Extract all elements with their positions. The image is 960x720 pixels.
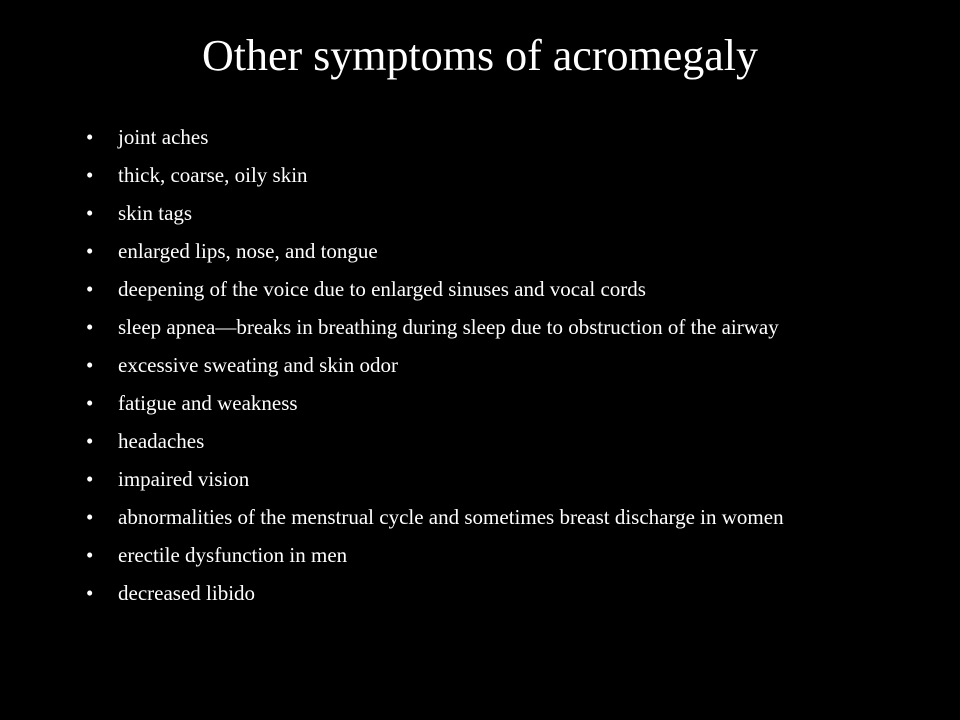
bullet-icon: •: [86, 201, 94, 225]
list-item: [80, 390, 880, 417]
bullet-icon: •: [86, 125, 94, 149]
list-item-text: skin tags: [118, 201, 193, 225]
list-item-text: headaches: [118, 429, 205, 453]
list-item-text: decreased libido: [118, 581, 256, 605]
bullet-icon: •: [86, 277, 94, 301]
list-item-text: impaired vision: [118, 467, 250, 491]
list-item: [80, 504, 880, 531]
list-item-text: fatigue and weakness: [118, 391, 298, 415]
list-item: [80, 352, 880, 379]
list-item-text: erectile dysfunction in men: [118, 543, 348, 567]
bullet-icon: •: [86, 543, 94, 567]
bullet-icon: •: [86, 315, 94, 339]
slide-title: Other symptoms of acromegaly: [202, 31, 758, 80]
list-item-text: joint aches: [118, 125, 209, 149]
list-item: [80, 200, 880, 227]
symptom-list: [80, 124, 880, 618]
list-item-text: sleep apnea—breaks in breathing during sleep due to obstruction of the airway: [118, 315, 779, 339]
list-item: [80, 238, 880, 265]
list-item: [80, 580, 880, 607]
list-item: [80, 124, 880, 151]
list-item-text: deepening of the voice due to enlarged sinuses and vocal cords: [118, 277, 646, 301]
list-item: [80, 428, 880, 455]
bullet-icon: •: [86, 429, 94, 453]
list-item-text: thick, coarse, oily skin: [118, 163, 308, 187]
list-item: [80, 466, 880, 493]
list-item-text: excessive sweating and skin odor: [118, 353, 398, 377]
bullet-icon: •: [86, 505, 94, 529]
bullet-icon: •: [86, 353, 94, 377]
bullet-icon: •: [86, 239, 94, 263]
list-item: [80, 162, 880, 189]
bullet-icon: •: [86, 581, 94, 605]
bullet-icon: •: [86, 391, 94, 415]
list-item: [80, 276, 880, 303]
list-item-text: abnormalities of the menstrual cycle and sometimes breast discharge in women: [118, 505, 784, 529]
bullet-icon: •: [86, 163, 94, 187]
bullet-icon: •: [86, 467, 94, 491]
list-item-text: enlarged lips, nose, and tongue: [118, 239, 378, 263]
list-item: [80, 314, 880, 341]
list-item: [80, 542, 880, 569]
